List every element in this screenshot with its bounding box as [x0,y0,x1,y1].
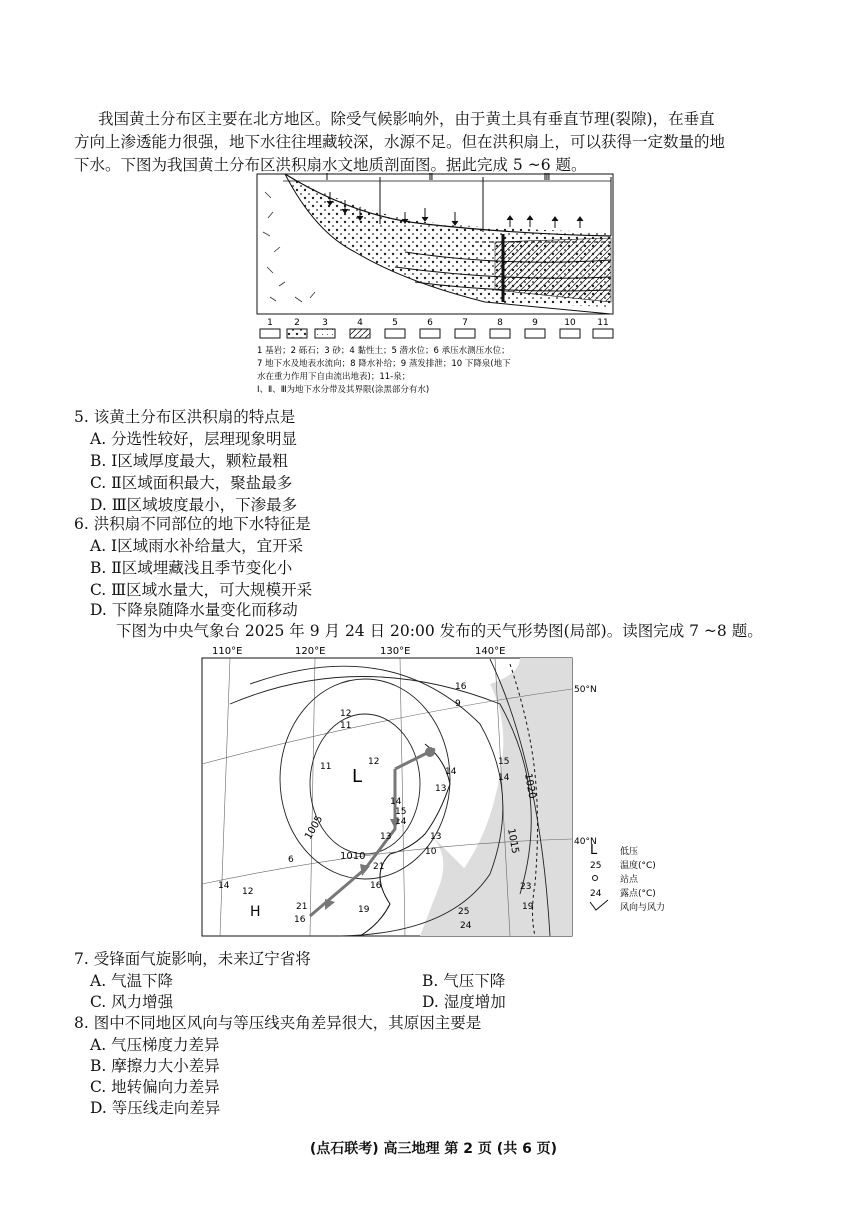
station-value: 15 [498,757,510,767]
q8-option-a: A. 气压梯度力差异 [90,1036,220,1054]
zone-label-3: Ⅲ [543,172,551,183]
legend-low-symbol: L [590,843,598,858]
lat-label-40: 40°N [574,837,597,847]
station-value: 23 [520,882,532,892]
q6-option-c: C. Ⅲ区域水量大，可大规模开采 [90,581,313,599]
legend-num-5: 5 [392,318,398,328]
q6-stem: 6. 洪积扇不同部位的地下水特征是 [74,515,311,533]
legend-num-9: 9 [532,318,538,328]
legend-num-10: 10 [564,318,576,328]
legend-num-6: 6 [427,318,433,328]
station-value: 14 [445,767,457,777]
station-value: 16 [455,682,467,692]
station-value: 15 [395,807,407,817]
station-value: 19 [358,905,370,915]
legend-dew-value: 24 [590,889,602,899]
high-pressure-label: H [250,904,261,920]
station-value: 25 [458,907,470,917]
q5-option-d: D. Ⅲ区域坡度最小，下渗最多 [90,496,298,514]
isobar-1015: 1015 [505,827,521,855]
station-value: 14 [498,773,510,783]
q7-stem: 7. 受锋面气旋影响，未来辽宁省将 [74,950,311,968]
figure1-caption-4: Ⅰ、Ⅱ、Ⅲ为地下水分带及其界限(涂黑部分有水) [257,385,430,395]
low-pressure-label: L [352,766,363,787]
station-value: 12 [368,757,380,767]
station-value: 6 [288,855,294,865]
q7-option-a: A. 气温下降 [90,972,174,990]
isobar-1005: 1005 [303,813,326,842]
lon-label-130: 130°E [380,646,411,657]
legend-num-4: 4 [357,318,363,328]
legend-wind-text: 风向与风力 [620,903,666,913]
q5-stem: 5. 该黄土分布区洪积扇的特点是 [74,408,296,426]
station-symbol-icon [593,876,598,881]
legend-low-text: 低压 [620,847,639,857]
hydrogeology-profile-figure [255,172,635,400]
legend-num-3: 3 [322,318,328,328]
lat-label-50: 50°N [574,685,597,695]
q6-option-b: B. Ⅱ区域埋藏浅且季节变化小 [90,559,293,577]
station-value: 13 [430,832,442,842]
legend-num-7: 7 [462,318,468,328]
legend-num-2: 2 [294,318,300,328]
lon-label-110: 110°E [212,646,243,657]
station-value: 11 [320,762,332,772]
station-value: 10 [425,847,437,857]
zone-label-1: Ⅰ [325,172,329,183]
station-value: 14 [395,817,407,827]
station-value: 16 [370,881,382,891]
station-value: 21 [373,862,385,872]
lon-label-140: 140°E [475,646,506,657]
q8-option-d: D. 等压线走向差异 [90,1099,221,1117]
q7-option-b: B. 气压下降 [422,972,506,990]
lon-label-120: 120°E [295,646,326,657]
isobar-1010: 1010 [340,851,366,862]
intro-line-1: 我国黄土分布区主要在北方地区。除受气候影响外，由于黄土具有垂直节理(裂隙)，在垂直 [98,110,715,128]
q8-stem: 8. 图中不同地区风向与等压线夹角差异很大，其原因主要是 [74,1014,482,1032]
station-value: 14 [218,881,230,891]
page-footer: (点石联考) 高三地理 第 2 页 (共 6 页) [309,1141,558,1157]
figure1-caption-1: 1 基岩；2 砾石；3 砂；4 黏性土；5 潜水位；6 承压水测压水位； [257,346,510,356]
station-value: 13 [380,832,392,842]
station-value: 12 [340,709,352,719]
q8-option-b: B. 摩擦力大小差异 [90,1057,220,1075]
q7-option-c: C. 风力增强 [90,993,174,1011]
intro-line-2: 方向上渗透能力很强，地下水往往埋藏较深，水源不足。但在洪积扇上，可以获得一定数量的地 [74,133,726,151]
q6-option-d: D. 下降泉随降水量变化而移动 [90,601,298,619]
station-value: 11 [340,721,352,731]
weather-map-svg [190,644,710,940]
q8-option-c: C. 地转偏向力差异 [90,1078,220,1096]
weather-map-figure [190,644,710,940]
station-value: 21 [296,902,308,912]
station-value: 12 [242,887,254,897]
profile-svg [255,172,635,400]
station-value: 14 [390,797,402,807]
wind-barb-icon [590,900,608,910]
q5-option-a: A. 分选性较好，层理现象明显 [90,430,298,448]
legend-station-text: 站点 [620,875,639,885]
intro-2: 下图为中央气象台 2025 年 9 月 24 日 20:00 发布的天气形势图(局部)。读图完成 7 ~8 题。 [116,622,763,640]
legend-temp-text: 温度(°C) [620,861,656,871]
station-value: 19 [522,902,534,912]
figure1-caption-2: 7 地下水及地表水流向；8 降水补给；9 蒸发排泄；10 下降泉(地下 [257,359,511,369]
station-value: 13 [435,784,447,794]
legend-num-11: 11 [597,318,609,328]
station-value: 24 [460,921,472,931]
zone-label-2: Ⅱ [428,172,434,183]
intro-line-3: 下水。下图为我国黄土分布区洪积扇水文地质剖面图。据此完成 5 ~6 题。 [74,156,587,174]
figure1-caption-3: 水在重力作用下自由流出地表)；11-泉； [257,372,411,382]
q5-option-b: B. Ⅰ区域厚度最大，颗粒最粗 [90,452,288,470]
q7-option-d: D. 湿度增加 [422,993,506,1011]
station-value: 9 [455,699,461,709]
isobar-1020: 1020 [522,772,538,800]
legend-num-1: 1 [267,318,273,328]
legend-num-8: 8 [497,318,503,328]
legend-temp-value: 25 [590,861,602,871]
q6-option-a: A. Ⅰ区域雨水补给量大，宜开采 [90,537,304,555]
station-value: 16 [294,915,306,925]
q5-option-c: C. Ⅱ区域面积最大，聚盐最多 [90,474,293,492]
legend-dew-text: 露点(°C) [620,889,656,899]
